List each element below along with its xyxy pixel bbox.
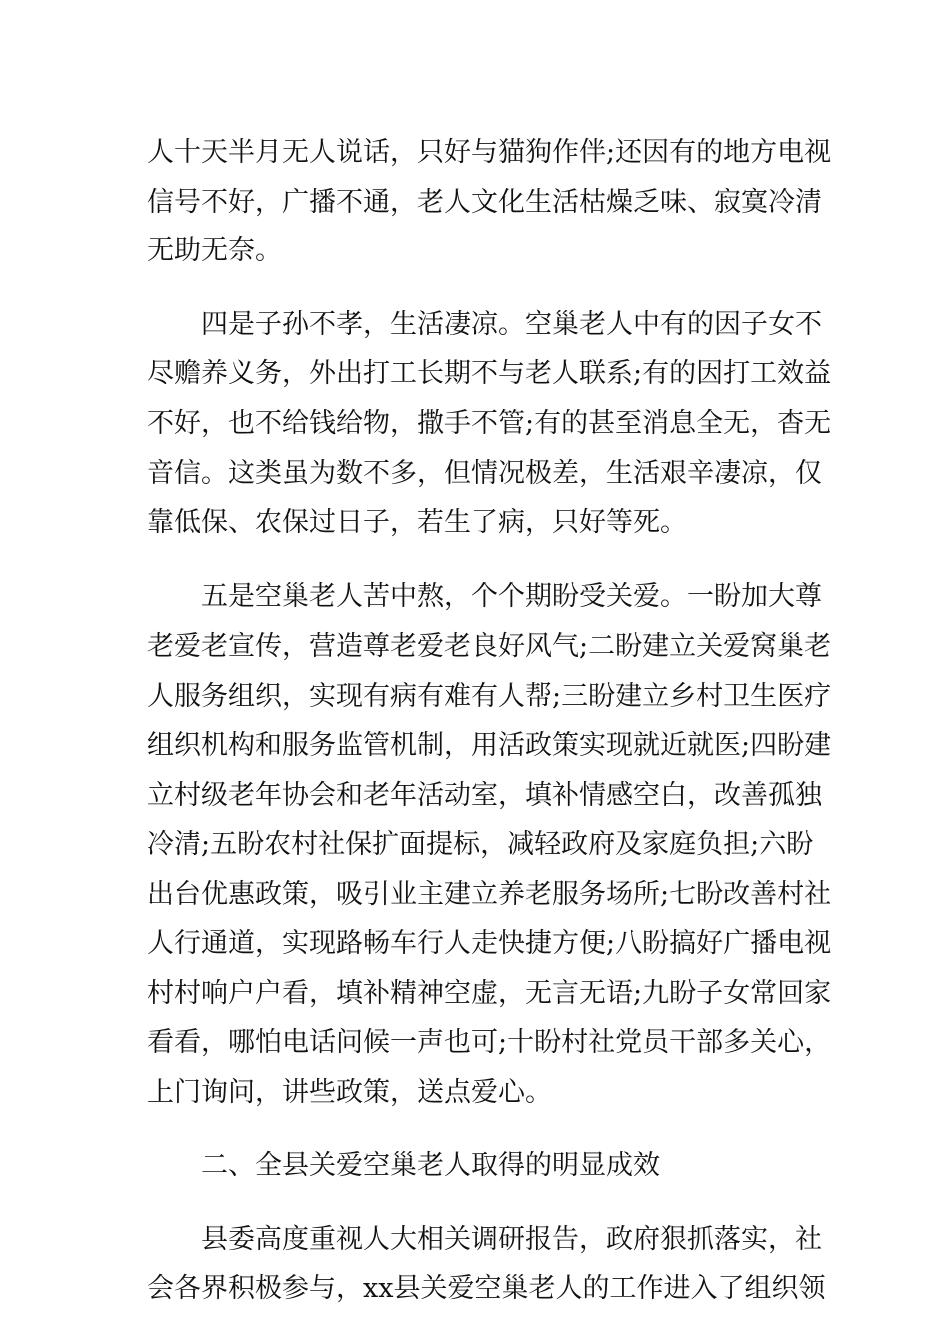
text-line: 尽赡养义务，外出打工长期不与老人联系;有的因打工效益 bbox=[147, 358, 832, 389]
text-line: 不好，也不给钱给物，撒手不管;有的甚至消息全无，杳无 bbox=[147, 408, 832, 439]
text-line: 人十天半月无人说话，只好与猫狗作伴;还因有的地方电视 bbox=[147, 137, 832, 168]
text-line: 村村响户户看，填补精神空虚，无言无语;九盼子女常回家 bbox=[147, 978, 832, 1009]
paragraph-start-line: 县委高度重视人大相关调研报告，政府狠抓落实，社 bbox=[201, 1224, 822, 1255]
text-line: 看看，哪怕电话问候一声也可;十盼村社党员干部多关心， bbox=[147, 1027, 832, 1058]
text-line: 冷清;五盼农村社保扩面提标，减轻政府及家庭负担;六盼 bbox=[147, 829, 814, 860]
text-line: 信号不好，广播不通，老人文化生活枯燥乏味、寂寞冷清 bbox=[147, 187, 822, 218]
text-line: 老爱老宣传，营造尊老爱老良好风气;二盼建立关爱窝巢老 bbox=[147, 631, 832, 662]
paragraph-start-line: 五是空巢老人苦中熬，个个期盼受关爱。一盼加大尊 bbox=[201, 581, 822, 612]
text-line: 会各界积极参与，xx县关爱空巢老人的工作进入了组织领 bbox=[147, 1273, 826, 1304]
text-line: 人服务组织，实现有病有难有人帮;三盼建立乡村卫生医疗 bbox=[147, 681, 832, 712]
section-heading: 二、全县关爱空巢老人取得的明显成效 bbox=[201, 1150, 660, 1181]
text-line: 出台优惠政策，吸引业主建立养老服务场所;七盼改善村社 bbox=[147, 879, 832, 910]
paragraph-start-line: 四是子孙不孝，生活凄凉。空巢老人中有的因子女不 bbox=[201, 309, 822, 340]
text-line: 靠低保、农保过日子，若生了病，只好等死。 bbox=[147, 507, 687, 538]
text-line: 上门询问，讲些政策，送点爱心。 bbox=[147, 1077, 552, 1108]
text-line: 人行通道，实现路畅车行人走快捷方便;八盼搞好广播电视 bbox=[147, 928, 832, 959]
text-line: 音信。这类虽为数不多，但情况极差，生活艰辛凄凉，仅 bbox=[147, 458, 822, 489]
text-line: 立村级老年协会和老年活动室，填补情感空白，改善孤独 bbox=[147, 780, 822, 811]
text-line: 组织机构和服务监管机制，用活政策实现就近就医;四盼建 bbox=[147, 730, 832, 761]
text-line: 无助无奈。 bbox=[147, 235, 282, 266]
